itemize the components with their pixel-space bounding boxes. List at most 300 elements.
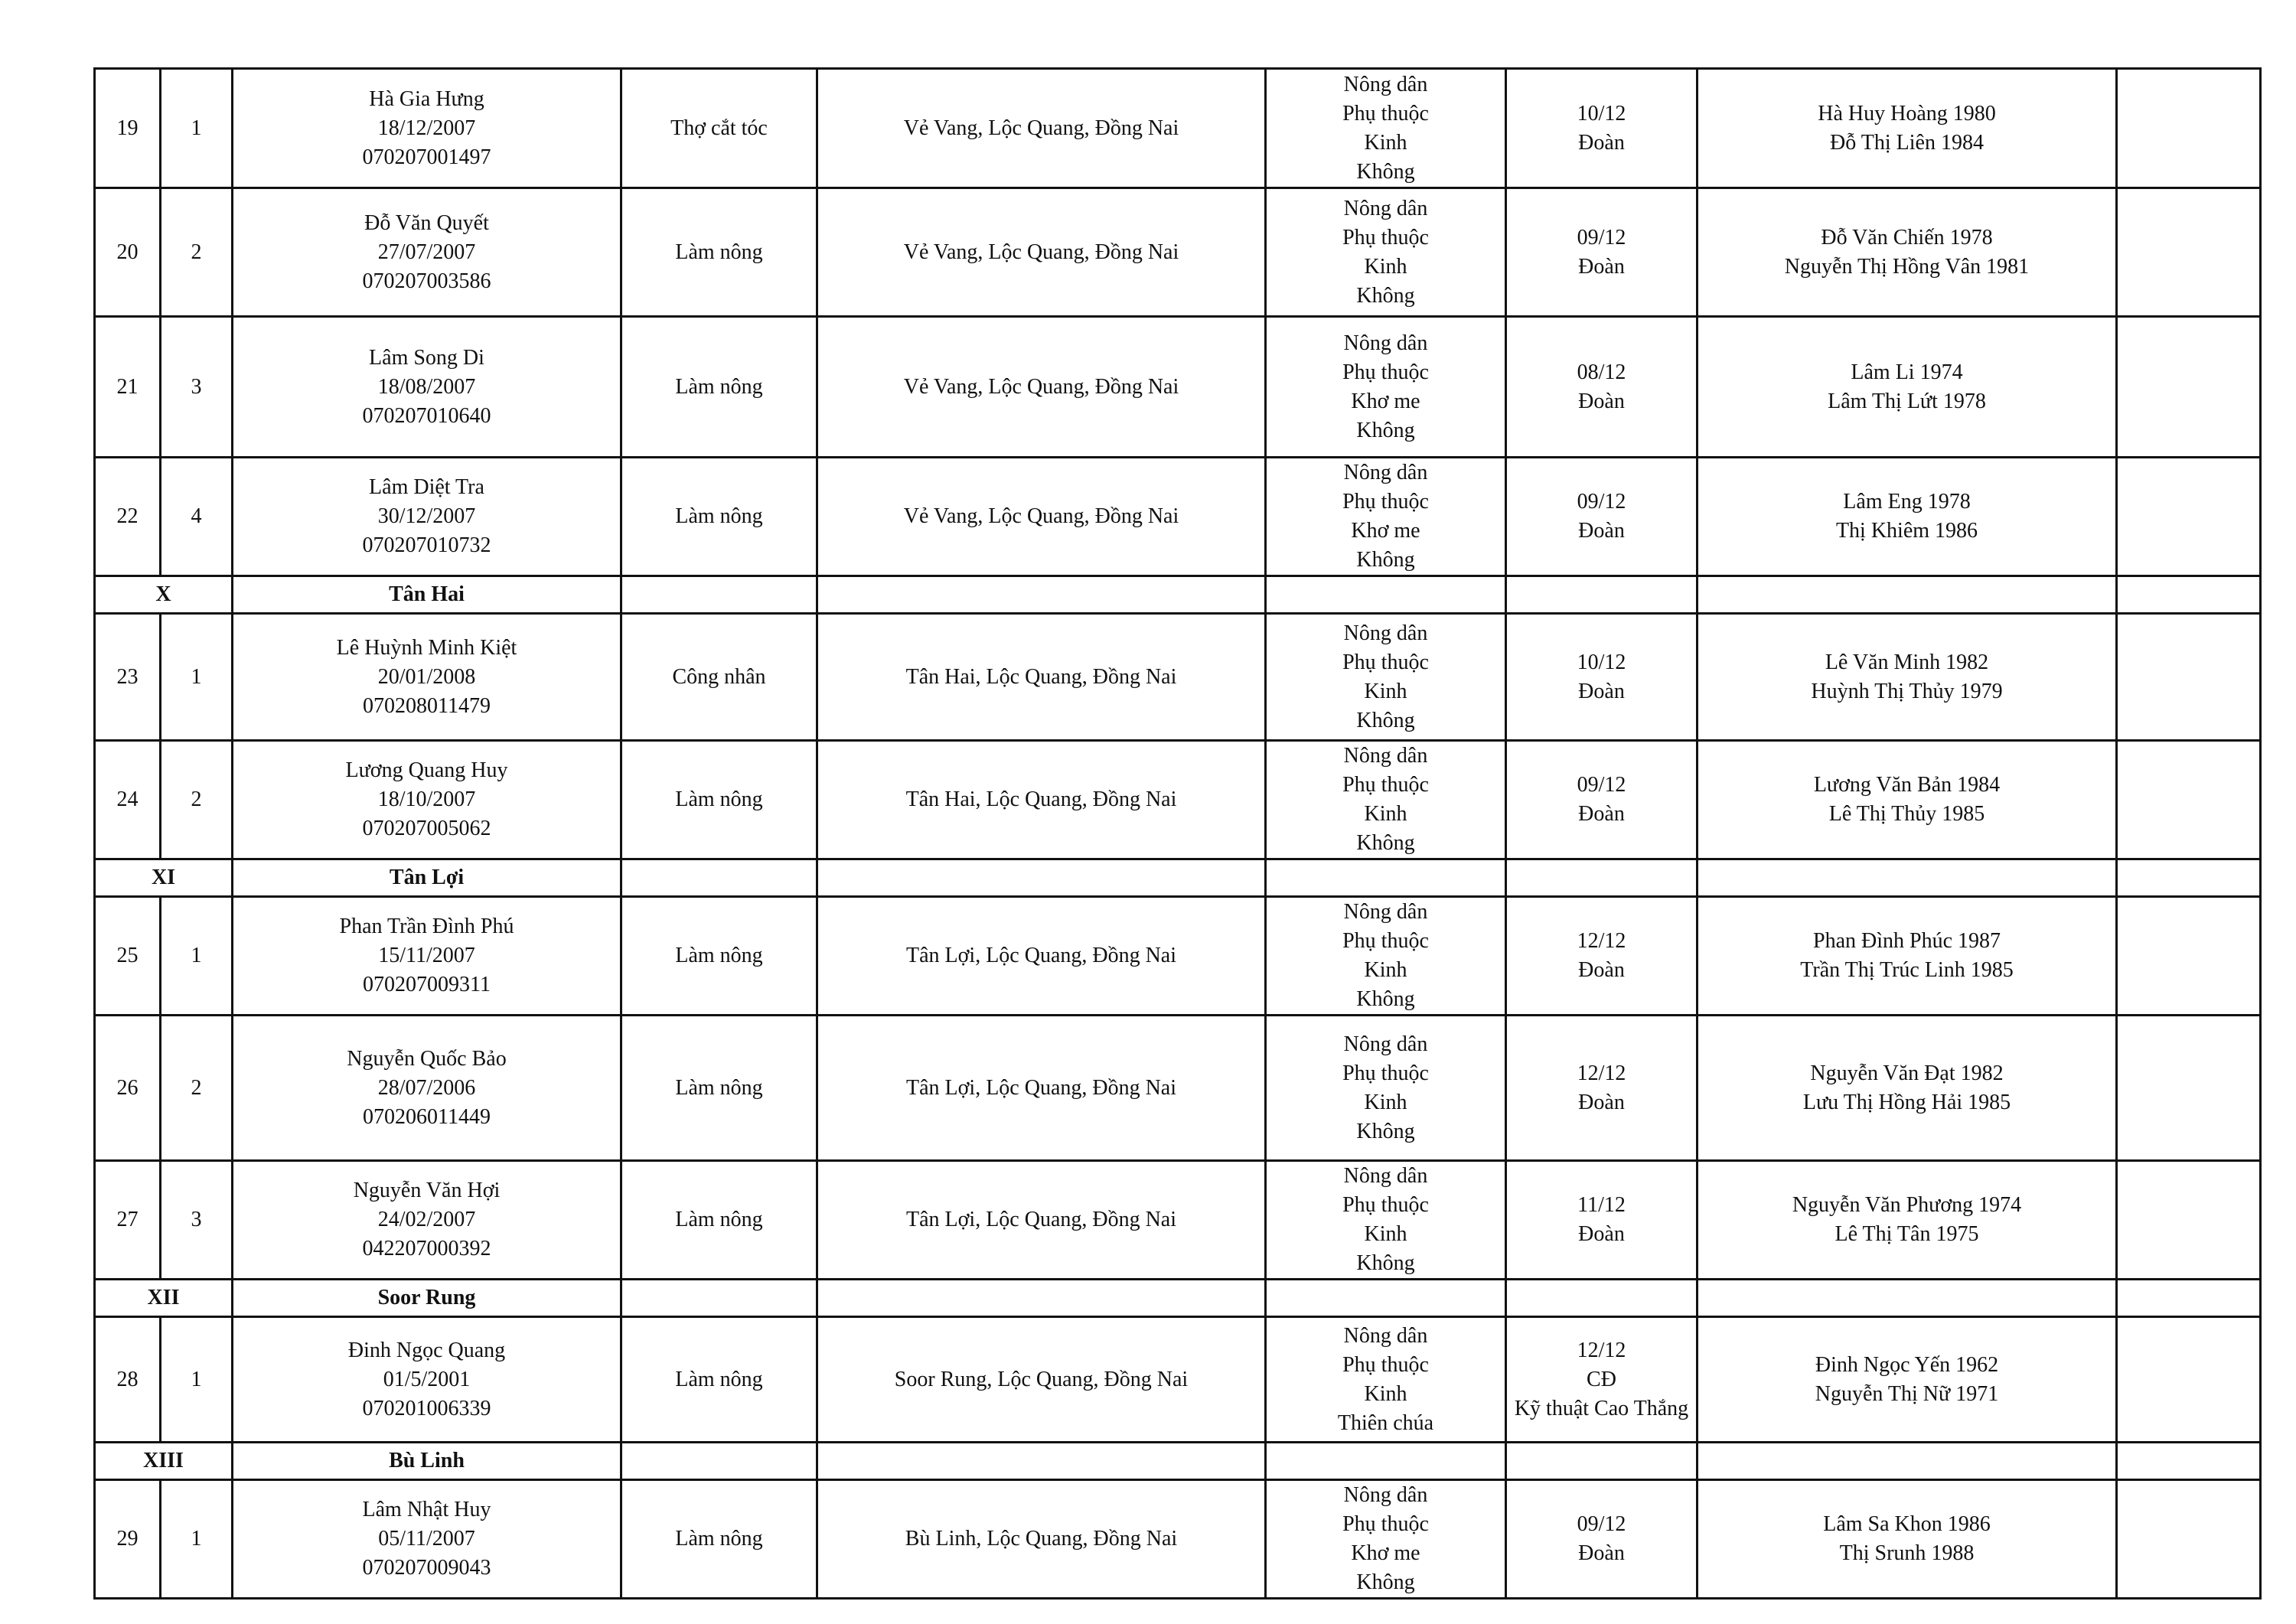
row-number [95,188,161,317]
status-line: Không [1356,548,1415,572]
group-index [161,69,233,188]
status-line: Khơ me [1351,519,1420,543]
education-line: 09/12 [1577,1512,1626,1536]
citizen-id: 070207010640 [362,403,491,428]
status-line: Nông dân [1343,331,1428,355]
education-line: Đoàn [1578,1090,1625,1114]
row-number-text: 29 [116,1527,139,1551]
education [1506,69,1698,188]
group-index-text: 1 [191,664,202,689]
person-name: Nguyễn Quốc Bảo [347,1046,507,1071]
education-line: 10/12 [1577,650,1626,674]
group-index [161,1317,233,1443]
occupation-text: Công nhân [672,664,766,689]
row-number [95,1480,161,1599]
address [817,458,1266,576]
parent-line: Trần Thị Trúc Linh 1985 [1800,958,2014,982]
occupation-text: Làm nông [675,374,763,399]
status-line: Không [1356,1251,1415,1275]
occupation-text: Làm nông [675,1075,763,1100]
parents [1698,614,2117,741]
group-index-text: 3 [191,1208,202,1231]
note-cell [2117,1016,2261,1161]
address-text: Vẻ Vang, Lộc Quang, Đồng Nai [903,116,1179,140]
status-info [1266,188,1506,317]
person-info [233,1480,621,1599]
occupation [621,188,817,317]
education-line: Đoàn [1578,802,1625,826]
note-cell [2117,741,2261,859]
date-of-birth: 01/5/2001 [383,1367,471,1391]
status-line: Kinh [1364,958,1407,982]
row-number-text: 27 [116,1208,139,1231]
education-line: Đoàn [1578,679,1625,703]
section-name-text: Tân Hai [389,582,465,606]
status-line: Thiên chúa [1337,1410,1434,1435]
row-number [95,741,161,859]
row-number-text: 23 [116,664,139,689]
note-cell [2117,897,2261,1016]
occupation [621,69,817,188]
job-cell [621,859,817,897]
education [1506,188,1698,317]
citizen-id: 070206011449 [363,1104,491,1129]
status-line: Không [1356,987,1415,1011]
parents [1698,1161,2117,1280]
section-name [233,1443,621,1480]
education [1506,1480,1698,1599]
person-info [233,1317,621,1443]
status-info [1266,317,1506,458]
table-row [95,1317,2261,1443]
note-cell [2117,1161,2261,1280]
address [817,69,1266,188]
status-info [1266,1161,1506,1280]
table-row [95,614,2261,741]
person-info [233,741,621,859]
row-number [95,1016,161,1161]
status-line: Không [1356,418,1415,442]
parent-line: Lương Văn Bản 1984 [1813,773,2001,797]
education-cell [1506,1443,1698,1480]
note-cell [2117,1443,2261,1480]
group-index-text: 4 [191,504,202,528]
parent-line: Lâm Sa Khon 1986 [1823,1512,1991,1536]
address [817,897,1266,1016]
education [1506,614,1698,741]
status-line: Nông dân [1343,900,1428,924]
status-info [1266,458,1506,576]
occupation [621,458,817,576]
parents [1698,69,2117,188]
parent-line: Đinh Ngọc Yến 1962 [1815,1352,1999,1377]
group-index [161,614,233,741]
table-row [95,1016,2261,1161]
address-cell [817,1443,1266,1480]
education [1506,897,1698,1016]
status-line: Không [1356,708,1415,732]
education-line: Đoàn [1578,958,1625,982]
education-line: Đoàn [1578,254,1625,279]
address-text: Tân Lợi, Lộc Quang, Đồng Nai [905,1075,1177,1100]
row-number-text: 21 [116,374,139,399]
occupation-text: Làm nông [675,1367,763,1391]
roster-body [95,69,2261,1599]
person-name: Lương Quang Huy [345,758,508,782]
education-line: Đoàn [1578,519,1625,543]
group-index [161,1480,233,1599]
status-line: Nông dân [1343,1032,1428,1056]
status-line: Phụ thuộc [1342,225,1429,249]
status-line: Phụ thuộc [1342,101,1429,126]
person-name: Lâm Nhật Huy [362,1498,491,1521]
person-info [233,1161,621,1280]
section-row [95,1443,2261,1480]
date-of-birth: 18/08/2007 [377,374,476,399]
address [817,1480,1266,1599]
row-number [95,317,161,458]
section-number-text: X [155,582,171,606]
address-cell [817,859,1266,897]
address [817,188,1266,317]
date-of-birth: 24/02/2007 [377,1208,476,1231]
date-of-birth: 15/11/2007 [378,944,475,967]
occupation [621,1016,817,1161]
note-cell [2117,1317,2261,1443]
job-cell [621,576,817,614]
status-info [1266,741,1506,859]
group-index [161,1161,233,1280]
parent-line: Nguyễn Thị Nữ 1971 [1815,1381,1999,1406]
parent-line: Nguyễn Văn Phương 1974 [1792,1193,2022,1217]
person-name: Lê Huỳnh Minh Kiệt [336,635,517,660]
table-row [95,188,2261,317]
status-line: Kinh [1364,130,1407,155]
citizen-id: 070207010732 [362,533,491,557]
parent-line: Huỳnh Thị Thủy 1979 [1811,679,2003,703]
status-line: Nông dân [1343,72,1428,96]
row-number-text: 19 [116,116,139,140]
section-name-text: Soor Rung [377,1286,476,1309]
row-number-text: 22 [116,504,139,528]
education [1506,458,1698,576]
row-number-text: 20 [116,240,139,264]
table-row [95,458,2261,576]
person-info [233,188,621,317]
citizen-id: 070201006339 [362,1396,491,1420]
parents [1698,188,2117,317]
group-index-text: 1 [191,1527,202,1551]
address-text: Tân Hai, Lộc Quang, Đồng Nai [905,788,1177,811]
parent-line: Thị Khiêm 1986 [1835,519,1978,543]
section-number-text: XII [147,1286,180,1309]
education-line: 12/12 [1577,1338,1626,1362]
note-cell [2117,614,2261,741]
section-number [95,576,233,614]
row-number [95,614,161,741]
section-row [95,576,2261,614]
parents [1698,897,2117,1016]
section-name [233,859,621,897]
group-index-text: 1 [191,1367,202,1391]
section-number-text: XI [151,866,176,889]
person-info [233,1016,621,1161]
address [817,1161,1266,1280]
row-number [95,69,161,188]
address-text: Soor Rung, Lộc Quang, Đồng Nai [894,1367,1189,1391]
status-info [1266,897,1506,1016]
group-index [161,458,233,576]
education-line: Đoàn [1578,130,1625,155]
group-index [161,1016,233,1161]
group-index [161,741,233,859]
occupation-text: Làm nông [675,240,763,264]
group-index-text: 2 [191,240,202,264]
address-text: Bù Linh, Lộc Quang, Đồng Nai [905,1527,1178,1551]
section-number [95,1280,233,1317]
person-info [233,317,621,458]
job-cell [621,1280,817,1317]
date-of-birth: 05/11/2007 [378,1527,475,1551]
address-text: Tân Lợi, Lộc Quang, Đồng Nai [905,944,1177,967]
table-row [95,897,2261,1016]
table-row [95,1480,2261,1599]
status-line: Phụ thuộc [1342,360,1429,384]
occupation-text: Làm nông [675,504,763,528]
status-line: Nông dân [1343,621,1428,645]
address-text: Vẻ Vang, Lộc Quang, Đồng Nai [903,374,1179,399]
status-line: Không [1356,159,1415,184]
education-line: 12/12 [1577,1061,1626,1085]
citizen-id: 042207000392 [362,1237,491,1260]
status-info [1266,1317,1506,1443]
address-text: Vẻ Vang, Lộc Quang, Đồng Nai [903,504,1179,528]
table-row [95,69,2261,188]
occupation [621,317,817,458]
education-line: 12/12 [1577,929,1626,953]
date-of-birth: 28/07/2006 [377,1075,476,1100]
person-name: Đinh Ngọc Quang [347,1338,506,1362]
status-line: Phụ thuộc [1342,773,1429,797]
status-line: Nông dân [1343,744,1428,768]
status-cell [1266,1443,1506,1480]
address [817,741,1266,859]
group-index [161,188,233,317]
note-cell [2117,188,2261,317]
parents-cell [1698,576,2117,614]
education-line: 08/12 [1577,360,1626,384]
education-line: 09/12 [1577,225,1626,249]
parent-line: Phan Đình Phúc 1987 [1813,929,2001,953]
parents-cell [1698,859,2117,897]
occupation [621,897,817,1016]
occupation [621,741,817,859]
parent-line: Lê Thị Tân 1975 [1835,1222,1979,1246]
occupation [621,1317,817,1443]
person-info [233,614,621,741]
education-cell [1506,859,1698,897]
education [1506,1016,1698,1161]
section-number [95,859,233,897]
citizen-id: 070207009043 [362,1556,491,1580]
person-name: Lâm Diệt Tra [369,475,484,499]
status-cell [1266,859,1506,897]
address-text: Tân Hai, Lộc Quang, Đồng Nai [905,664,1177,689]
citizen-id: 070208011479 [363,693,491,718]
date-of-birth: 20/01/2008 [377,664,476,689]
education-line: 10/12 [1577,101,1626,126]
note-cell [2117,69,2261,188]
status-line: Kinh [1364,1222,1407,1246]
group-index-text: 3 [191,374,202,399]
parent-line: Lâm Li 1974 [1851,360,1963,384]
status-line: Không [1356,831,1415,855]
citizen-id: 070207003586 [362,269,491,293]
status-line: Phụ thuộc [1342,1352,1429,1377]
row-number-text: 24 [116,788,139,811]
status-line: Kinh [1364,1090,1407,1114]
date-of-birth: 18/10/2007 [377,788,476,811]
parents [1698,317,2117,458]
parents [1698,458,2117,576]
status-cell [1266,1280,1506,1317]
job-cell [621,1443,817,1480]
note-cell [2117,317,2261,458]
status-line: Phụ thuộc [1342,1512,1429,1536]
status-cell [1266,576,1506,614]
section-number [95,1443,233,1480]
status-line: Nông dân [1343,1483,1428,1507]
status-info [1266,614,1506,741]
note-cell [2117,1280,2261,1317]
education-line: 09/12 [1577,490,1626,514]
parents [1698,1016,2117,1161]
row-number-text: 26 [116,1075,139,1100]
parents [1698,1480,2117,1599]
address-cell [817,576,1266,614]
group-index-text: 1 [191,116,202,140]
person-name: Đỗ Văn Quyết [364,210,489,235]
parents [1698,741,2117,859]
note-cell [2117,458,2261,576]
education-line: Đoàn [1578,1222,1625,1246]
education-line: 11/12 [1577,1193,1626,1217]
parents-cell [1698,1443,2117,1480]
parent-line: Lê Văn Minh 1982 [1825,650,1989,674]
status-line: Kinh [1364,254,1407,279]
status-info [1266,1016,1506,1161]
group-index-text: 1 [191,944,202,967]
occupation-text: Làm nông [675,1527,763,1551]
parent-line: Lâm Thị Lứt 1978 [1828,389,1986,413]
education [1506,741,1698,859]
status-line: Khơ me [1351,389,1420,413]
occupation [621,1161,817,1280]
group-index [161,317,233,458]
education-line: Đoàn [1578,389,1625,413]
parent-line: Đỗ Văn Chiến 1978 [1821,225,1993,249]
date-of-birth: 18/12/2007 [377,116,476,140]
person-name: Phan Trần Đình Phú [339,915,514,938]
parent-line: Lưu Thị Hồng Hải 1985 [1802,1090,2011,1114]
table-row [95,317,2261,458]
status-line: Phụ thuộc [1342,929,1429,953]
parent-line: Hà Huy Hoàng 1980 [1818,101,1996,126]
status-line: Nông dân [1343,461,1428,484]
date-of-birth: 27/07/2007 [377,240,476,264]
parents-cell [1698,1280,2117,1317]
address [817,317,1266,458]
row-number-text: 28 [116,1367,139,1391]
education-line: Đoàn [1578,1541,1625,1565]
person-name: Hà Gia Hưng [369,86,484,111]
date-of-birth: 30/12/2007 [377,504,476,528]
address-text: Tân Lợi, Lộc Quang, Đồng Nai [905,1208,1177,1231]
status-line: Không [1356,1119,1415,1143]
section-name [233,576,621,614]
row-number [95,897,161,1016]
occupation [621,1480,817,1599]
occupation-text: Làm nông [675,1208,763,1231]
parent-line: Đỗ Thị Liên 1984 [1830,130,1984,155]
status-line: Khơ me [1351,1541,1420,1565]
status-line: Phụ thuộc [1342,490,1429,514]
status-line: Phụ thuộc [1342,1061,1429,1085]
row-number [95,1317,161,1443]
address [817,614,1266,741]
section-number-text: XIII [143,1449,184,1472]
row-number [95,458,161,576]
person-info [233,458,621,576]
table-row [95,741,2261,859]
section-row [95,859,2261,897]
person-name: Nguyễn Văn Hợi [353,1179,501,1202]
citizen-id: 070207001497 [362,145,491,169]
row-number-text: 25 [116,944,139,967]
education-line: 09/12 [1577,773,1626,797]
address-text: Vẻ Vang, Lộc Quang, Đồng Nai [903,240,1179,264]
citizen-id: 070207009311 [363,973,491,996]
group-index-text: 2 [191,1075,202,1100]
education [1506,317,1698,458]
section-name-text: Tân Lợi [389,866,465,889]
parent-line: Nguyễn Văn Đạt 1982 [1810,1061,2004,1085]
education-cell [1506,576,1698,614]
section-row [95,1280,2261,1317]
address [817,1317,1266,1443]
address [817,1016,1266,1161]
parent-line: Lê Thị Thủy 1985 [1828,802,1985,826]
education-line: Kỹ thuật Cao Thắng [1514,1396,1689,1420]
status-line: Phụ thuộc [1342,1193,1429,1217]
person-info [233,897,621,1016]
note-cell [2117,576,2261,614]
education [1506,1317,1698,1443]
status-line: Kinh [1364,1381,1407,1406]
status-line: Không [1356,1570,1415,1594]
status-line: Kinh [1364,679,1407,703]
parent-line: Nguyễn Thị Hồng Vân 1981 [1784,254,2030,279]
status-info [1266,1480,1506,1599]
note-cell [2117,1480,2261,1599]
occupation-text: Làm nông [675,944,763,967]
section-name-text: Bù Linh [389,1449,465,1472]
status-line: Phụ thuộc [1342,650,1429,674]
parent-line: Lâm Eng 1978 [1843,490,1971,514]
occupation-text: Làm nông [675,788,763,811]
row-number [95,1161,161,1280]
occupation-text: Thợ cắt tóc [670,116,768,140]
